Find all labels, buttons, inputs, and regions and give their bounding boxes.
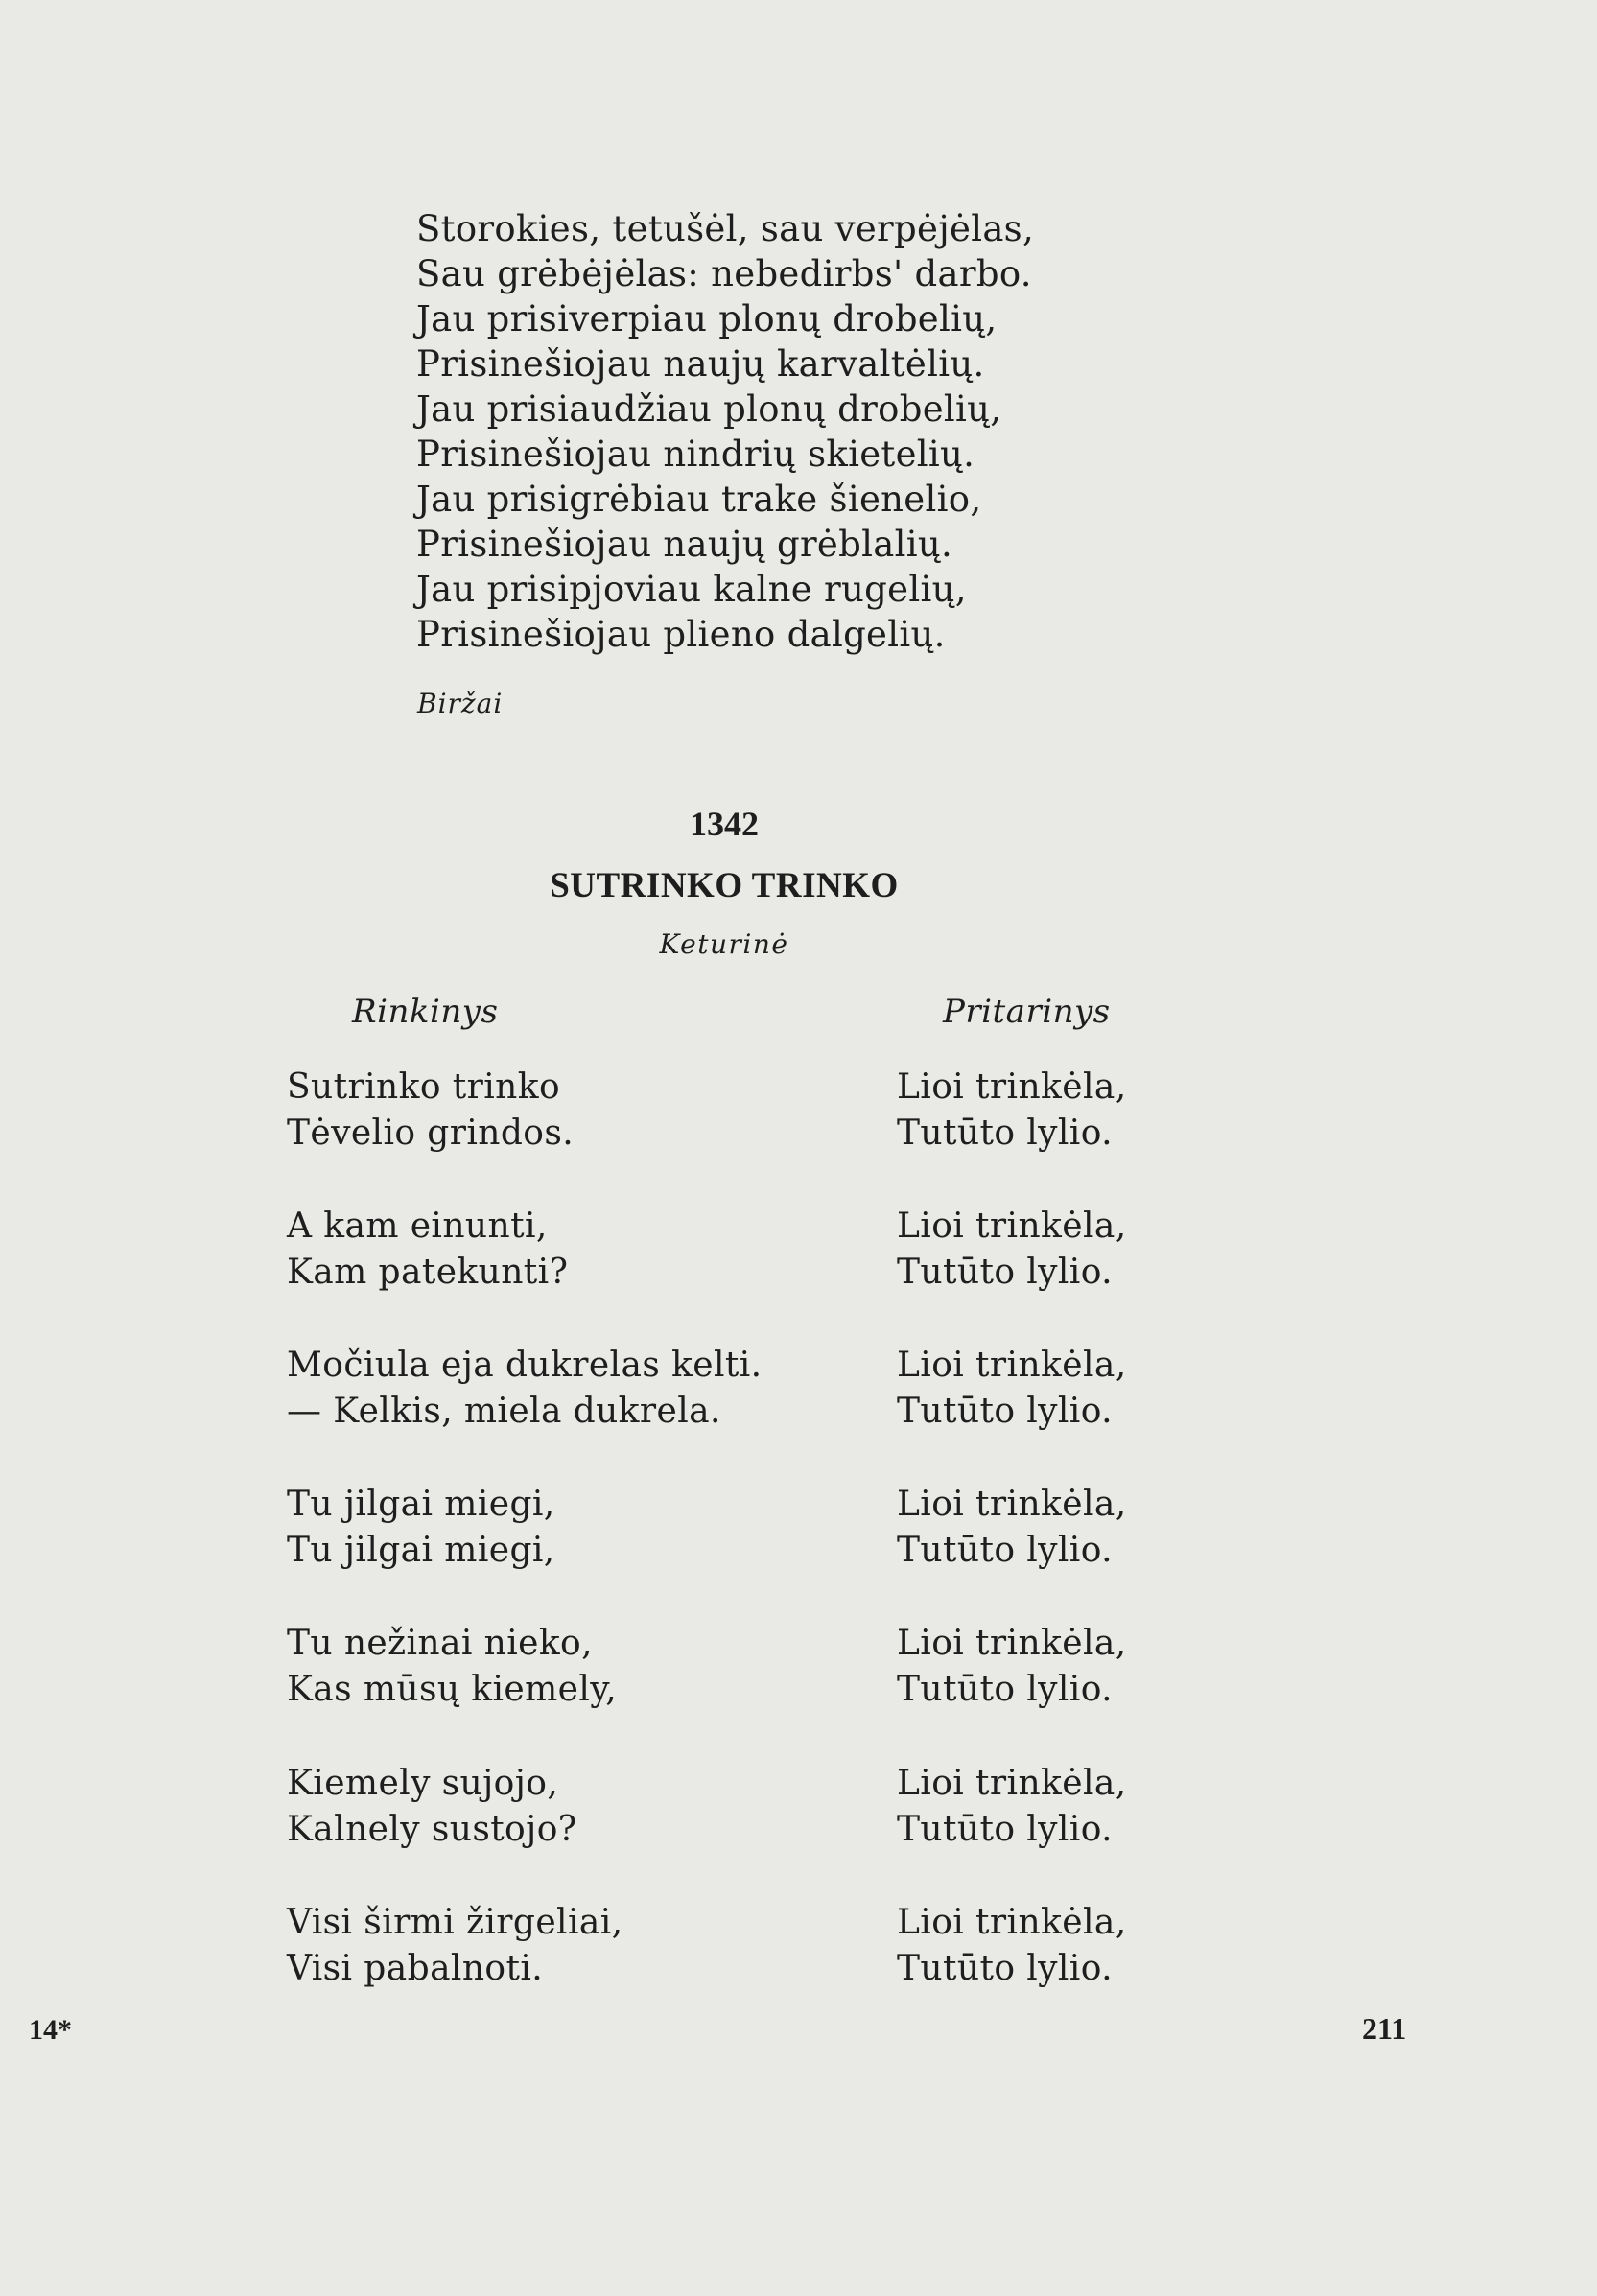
stanza (0, 1065, 1597, 1157)
column-header-verse: Rinkinys (352, 993, 499, 1031)
poem-line: Jau prisigrėbiau trake šienelio, (416, 479, 982, 520)
stanza-verse (287, 1621, 617, 1713)
stanza-refrain (897, 1482, 1127, 1574)
stanza-verse (287, 1065, 574, 1157)
stanza-refrain (897, 1204, 1127, 1296)
stanza-refrain (897, 1065, 1127, 1157)
song-subtitle: Keturinė (659, 928, 789, 960)
refrain-line: Tutūto lylio. (897, 1810, 1113, 1849)
poem-line: Prisinešiojau plieno dalgelių. (416, 614, 946, 655)
stanza (0, 1900, 1597, 1992)
verse-line: Kalnely sustojo? (287, 1810, 577, 1849)
verse-line: Tu nežinai nieko, (287, 1624, 593, 1663)
refrain-line: Lioi trinkėla, (897, 1067, 1127, 1107)
verse-line: A kam einunti, (287, 1207, 548, 1246)
refrain-line: Tutūto lylio. (897, 1253, 1113, 1292)
verse-line: Sutrinko trinko (287, 1067, 561, 1107)
refrain-line: Lioi trinkėla, (897, 1485, 1127, 1524)
stanza-verse (287, 1900, 623, 1992)
refrain-line: Lioi trinkėla, (897, 1207, 1127, 1246)
stanza (0, 1343, 1597, 1435)
refrain-line: Tutūto lylio. (897, 1670, 1113, 1709)
intro-poem (416, 206, 1034, 657)
stanza (0, 1482, 1597, 1574)
refrain-line: Tutūto lylio. (897, 1531, 1113, 1570)
refrain-line: Lioi trinkėla, (897, 1903, 1127, 1942)
refrain-line: Tutūto lylio. (897, 1113, 1113, 1153)
column-header-refrain: Pritarinys (943, 993, 1111, 1031)
stanza (0, 1761, 1597, 1853)
stanza (0, 1621, 1597, 1713)
stanza-refrain (897, 1761, 1127, 1853)
stanza-verse (287, 1204, 568, 1296)
verse-line: Visi pabalnoti. (287, 1949, 544, 1988)
poem-line: Jau prisipjoviau kalne rugelių, (416, 569, 967, 610)
refrain-line: Lioi trinkėla, (897, 1346, 1127, 1385)
stanza-refrain (897, 1900, 1127, 1992)
page-number: 211 (1362, 2011, 1407, 2046)
verse-line: — Kelkis, miela dukrela. (287, 1392, 721, 1431)
verse-line: Tu jilgai miegi, (287, 1485, 555, 1524)
stanza-refrain (897, 1343, 1127, 1435)
refrain-line: Tutūto lylio. (897, 1949, 1113, 1988)
verse-line: Tu jilgai miegi, (287, 1531, 555, 1570)
stanza (0, 1204, 1597, 1296)
verse-line: Močiula eja dukrelas kelti. (287, 1346, 763, 1385)
poem-line: Prisinešiojau nindrių skietelių. (416, 433, 975, 475)
stanza-refrain (897, 1621, 1127, 1713)
refrain-line: Lioi trinkėla, (897, 1764, 1127, 1803)
verse-line: Visi širmi žirgeliai, (287, 1903, 623, 1942)
verse-line: Tėvelio grindos. (287, 1113, 575, 1153)
poem-line: Jau prisiverpiau plonų drobelių, (416, 298, 998, 340)
poem-line: Prisinešiojau naujų karvaltėlių. (416, 343, 985, 385)
poem-source-location: Biržai (417, 688, 504, 719)
poem-line: Sau grėbėjėlas: nebedirbs' darbo. (416, 253, 1032, 294)
verse-line: Kam patekunti? (287, 1253, 569, 1292)
verse-line: Kas mūsų kiemely, (287, 1670, 618, 1709)
stanza-verse (287, 1482, 555, 1574)
refrain-line: Lioi trinkėla, (897, 1624, 1127, 1663)
song-title: SUTRINKO TRINKO (550, 866, 899, 905)
stanza-verse (287, 1343, 763, 1435)
poem-line: Storokies, tetušėl, sau verpėjėlas, (416, 208, 1035, 249)
poem-line: Prisinešiojau naujų grėblalių. (416, 524, 953, 565)
song-number: 1342 (690, 805, 759, 843)
poem-line: Jau prisiaudžiau plonų drobelių, (416, 388, 1002, 430)
verse-line: Kiemely sujojo, (287, 1764, 559, 1803)
stanza-verse (287, 1761, 576, 1853)
refrain-line: Tutūto lylio. (897, 1392, 1113, 1431)
signature-mark: 14* (29, 2014, 72, 2046)
